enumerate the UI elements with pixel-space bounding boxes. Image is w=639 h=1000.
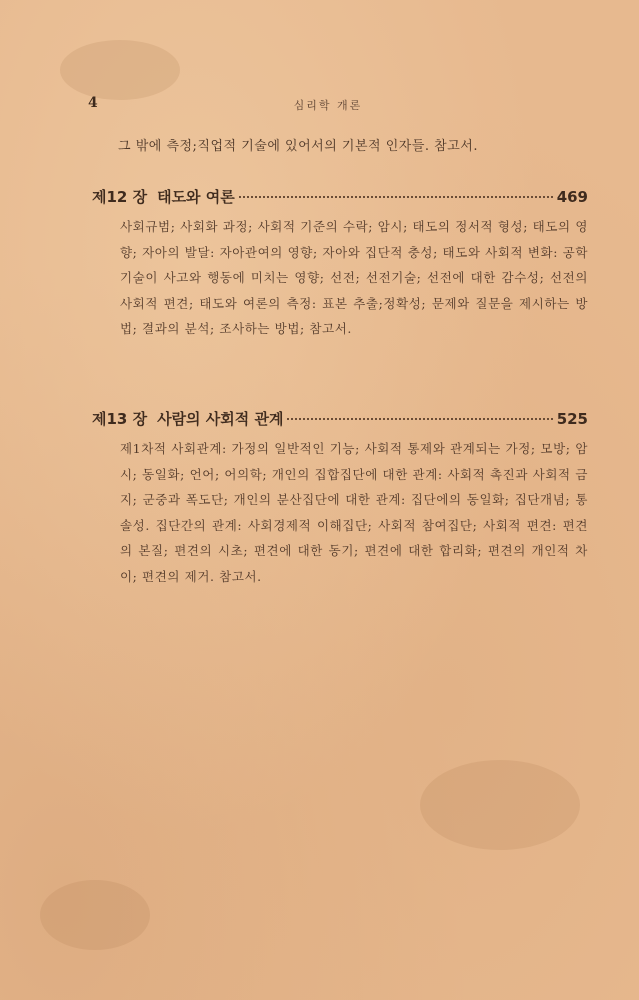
chapter-heading [92,408,588,432]
page-header [88,95,568,115]
chapter-topics: 제1차적 사회관계: 가정의 일반적인 기능; 사회적 통제와 관계되는 가정; 모방; 암시; 동일화; 언어; 어의학; 개인의 집합집단에 대한 관계: 사회적 촉진과 사회적 금지; 군중과 폭도단; 개인의 분산집단에 대한 관계: 집단에의 동일화; 집단개념; 통솔성. 집단간의 관계: 사회경제적 이해집단; 사회적 참여집단; 사회적 편견: 편견의 본질; 편견의 시초; 편견에 대한 동기; 편견에 대한 합리화; 편견의 개인적 차이; 편견의 제거. 참고서. [120,441,588,584]
running-title: 심리학 개론 [293,99,363,112]
chapter-entry [92,186,588,342]
chapter-number: 제12 장 [92,188,148,206]
chapter-title: 태도와 여론 [157,188,235,206]
previous-chapter-continuation: 그 밖에 측정;직업적 기술에 있어서의 기본적 인자들. 참고서. [118,139,478,154]
chapter-heading [92,186,588,210]
chapter-title: 사람의 사회적 관계 [157,410,284,428]
page-number: 4 [88,95,98,111]
paper-stain [60,40,180,100]
chapter-page-number: 525 [556,410,588,428]
paper-stain [40,880,150,950]
dot-leader [287,418,552,420]
chapter-entry [92,408,588,589]
chapter-number: 제13 장 [92,410,148,428]
dot-leader [239,196,553,198]
chapter-page-number: 469 [556,188,588,206]
paper-stain [420,760,580,850]
chapter-topics: 사회규범; 사회화 과정; 사회적 기준의 수락; 암시; 태도의 정서적 형성; 태도의 영향; 자아의 발달: 자아관여의 영향; 자아와 집단적 충성; 태도와 사회적 변화: 공학기술이 사고와 행동에 미치는 영향; 선전; 선전기술; 선전에 대한 감수성; 선전의 사회적 편견; 태도와 여론의 측정: 표본 추출;정확성; 문제와 질문을 제시하는 방법; 결과의 분석; 조사하는 방법; 참고서. [120,219,588,336]
